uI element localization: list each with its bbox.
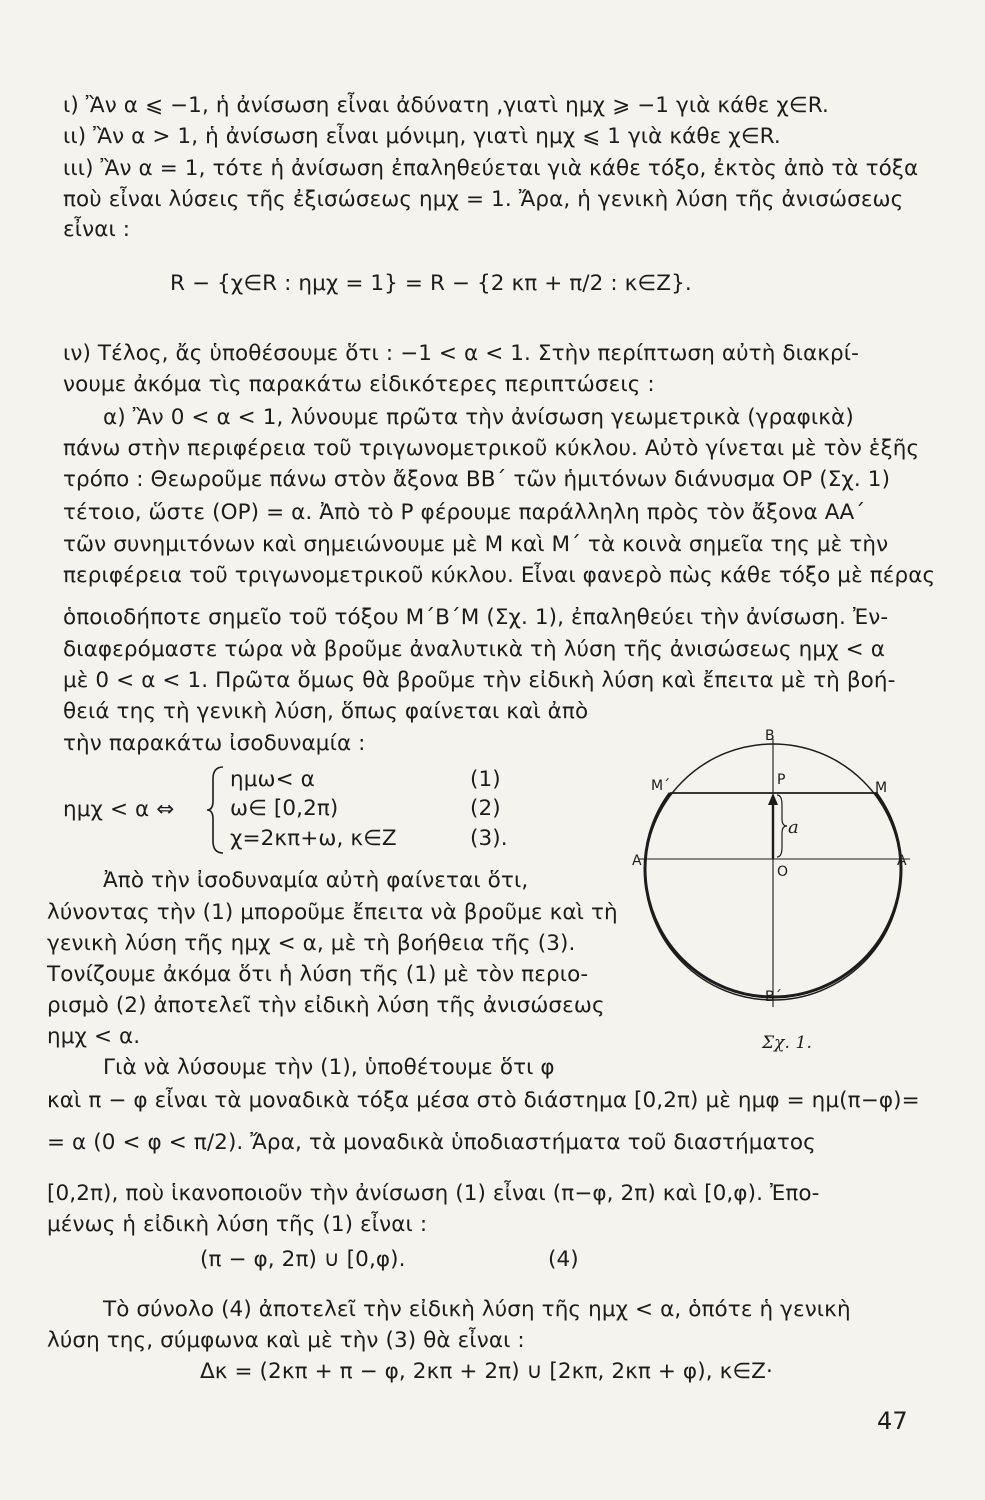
fig-label: B <box>765 728 775 744</box>
system-row-1-num <box>470 767 501 793</box>
eq-number: (2) <box>470 796 501 821</box>
line-text: καὶ π − φ εἶναι τὰ μοναδικὰ τόξα μέσα στὸ διάστημα [0,2π) μὲ ημφ = ημ(π−φ)= <box>47 1088 920 1113</box>
line-text: εἶναι : <box>63 217 131 242</box>
fig-label: A <box>897 853 907 869</box>
text-line <box>103 1297 851 1323</box>
page-number-text: 47 <box>877 1407 908 1435</box>
label-Bp <box>765 989 782 1005</box>
line-text: νουμε ἀκόμα τὶς παρακάτω εἰδικότερες περιπτώσεις : <box>63 372 655 397</box>
line-text: ποὺ εἶναι λύσεις τῆς ἐξισώσεως ημχ = 1. Ἄρα, ἡ γενικὴ λύση τῆς ἀνισώσεως <box>63 187 904 212</box>
line-text: θειά της τὴ γενικὴ λύση, ὅπως φαίνεται καὶ ἀπὸ <box>63 699 589 724</box>
text-line <box>63 563 935 589</box>
text-line <box>63 467 890 493</box>
line-text: τῶν συνημιτόνων καὶ σημειώνουμε μὲ Μ καὶ Μ΄ τὰ κοινὰ σημεῖα της μὲ τὴν <box>63 532 889 557</box>
eq-number: (4) <box>548 1247 579 1272</box>
text-line <box>47 993 605 1019</box>
line-text: περιφέρεια τοῦ τριγωνομετρικοῦ κύκλου. Εἶναι φανερὸ πὼς κάθε τόξο μὲ πέρας <box>63 563 936 588</box>
label-P <box>777 772 786 788</box>
label-M <box>875 780 887 796</box>
small-brace-icon <box>777 795 787 857</box>
fig-label: O <box>777 864 789 880</box>
line-text: ιν) Τέλος, ἄς ὑποθέσουμε ὅτι : −1 < α < 1. Στὴν περίπτωση αὐτὴ διακρί- <box>63 341 860 366</box>
text-line <box>47 931 575 957</box>
system-row-2 <box>230 796 338 822</box>
label-B <box>765 728 775 744</box>
system-row-3 <box>230 826 397 852</box>
system-eq: ημω< α <box>230 767 315 792</box>
text-line <box>47 1181 820 1207</box>
fig-label: M <box>875 780 888 796</box>
fig-label: a <box>788 817 799 838</box>
brace-icon <box>205 765 227 855</box>
eq-number: (1) <box>470 767 501 792</box>
text-line <box>63 699 588 725</box>
text-line <box>63 341 859 367</box>
line-text: ιι) Ἂν α > 1, ἡ ἀνίσωση εἶναι μόνιμη, γιατὶ ημχ ⩽ 1 γιὰ κάθε χ∈R. <box>63 124 781 149</box>
line-text: τρόπο : Θεωροῦμε πάνω στὸν ἄξονα ΒΒ΄ τῶν ἡμιτόνων διάνυσμα OP (Σχ. 1) <box>63 467 891 492</box>
caption-text: Σχ. 1. <box>762 1033 812 1053</box>
system-lhs-text: ημχ < α ⇔ <box>63 797 175 822</box>
text-line <box>63 124 781 150</box>
system-row-2-num <box>470 796 501 822</box>
system-eq: χ=2κπ+ω, κ∈Z <box>230 826 397 851</box>
label-Ap <box>632 853 649 869</box>
label-A <box>897 853 907 869</box>
text-line <box>63 187 903 213</box>
text-line <box>47 1328 525 1354</box>
line-text: Γιὰ νὰ λύσουμε τὴν (1), ὑποθέτουμε ὅτι φ <box>103 1055 555 1080</box>
line-text: α) Ἂν 0 < α < 1, λύνουμε πρῶτα τὴν ἀνίσωση γεωμετρικὰ (γραφικὰ) <box>103 405 854 430</box>
fig-label: B΄ <box>765 989 782 1005</box>
equation-4-num <box>548 1247 579 1273</box>
text-line <box>103 1055 555 1081</box>
line-text: = α (0 < φ < π/2). Ἄρα, τὰ μοναδικὰ ὑποδιαστήματα τοῦ διαστήματος <box>47 1130 816 1155</box>
text-line <box>103 405 854 431</box>
line-text: Ἀπὸ τὴν ἰσοδυναμία αὐτὴ φαίνεται ὅτι, <box>103 868 529 893</box>
text-line <box>47 1088 920 1114</box>
line-text: διαφερόμαστε τώρα νὰ βροῦμε ἀναλυτικὰ τὴ λύση τῆς ἀνισώσεως ημχ < α <box>63 637 885 662</box>
equation-5 <box>200 1359 773 1385</box>
text-line <box>63 500 865 526</box>
line-text: ι) Ἂν α ⩽ −1, ἡ ἀνίσωση εἶναι ἀδύνατη ,γιατὶ ημχ ⩾ −1 γιὰ κάθε χ∈R. <box>63 93 829 118</box>
line-text: πάνω στὴν περιφέρεια τοῦ τριγωνομετρικοῦ κύκλου. Αὐτὸ γίνεται μὲ τὸν ἑξῆς <box>63 436 920 461</box>
text-line <box>63 436 919 462</box>
text-line <box>63 668 896 694</box>
label-Mp <box>651 778 670 794</box>
line-text: ιιι) Ἂν α = 1, τότε ἡ ἀνίσωση ἐπαληθεύεται γιὰ κάθε τόξο, ἐκτὸς ἀπὸ τὰ τόξα <box>63 156 919 181</box>
text-line <box>63 93 917 119</box>
line-text: ρισμὸ (2) ἀποτελεῖ τὴν εἰδικὴ λύση τῆς ἀνισώσεως <box>47 993 605 1018</box>
eq-number: (3). <box>470 826 508 851</box>
system-eq: ω∈ [0,2π) <box>230 796 339 821</box>
text-line <box>63 637 885 663</box>
page-number <box>877 1408 908 1434</box>
line-text: γενικὴ λύση τῆς ημχ < α, μὲ τὴ βοήθεια τῆς (3). <box>47 931 576 956</box>
line-text: τὴν παρακάτω ἰσοδυναμία : <box>63 731 366 756</box>
figure-caption <box>762 1030 812 1056</box>
system-lhs <box>63 797 174 823</box>
line-text: λύνοντας τὴν (1) μποροῦμε ἔπειτα νὰ βροῦμε καὶ τὴ <box>47 900 618 925</box>
label-O <box>777 864 788 880</box>
text-line <box>63 532 888 558</box>
fig-label: M΄ <box>651 778 671 794</box>
line-text: μένως ἡ εἰδικὴ λύση τῆς (1) εἶναι : <box>47 1212 428 1237</box>
label-a <box>788 818 799 838</box>
arrow-icon <box>768 793 778 805</box>
fig-label: A΄ <box>632 853 649 869</box>
text-line <box>47 1212 427 1238</box>
fig-label: P <box>777 772 786 788</box>
line-text: λύση της, σύμφωνα καὶ μὲ τὴν (3) θὰ εἶναι : <box>47 1328 525 1353</box>
line-text: Τονίζουμε ἀκόμα ὅτι ἡ λύση τῆς (1) μὲ τὸν περιο- <box>47 962 589 987</box>
line-text: ὁποιοδήποτε σημεῖο τοῦ τόξου Μ΄Β΄Μ (Σχ. 1), ἐπαληθεύει τὴν ἀνίσωση. Ἐν- <box>63 605 889 630</box>
text-line <box>47 900 618 926</box>
text-line <box>47 1130 816 1156</box>
line-text: ημχ < α. <box>47 1024 141 1049</box>
line-text: τέτοιο, ὥστε (OP) = α. Ἀπὸ τὸ Ρ φέρουμε παράλληλη πρὸς τὸν ἄξονα ΑΑ΄ <box>63 500 866 525</box>
text-line <box>47 1024 140 1050</box>
text-line <box>63 156 918 182</box>
text-line <box>63 217 130 243</box>
equation-text: Δκ = (2κπ + π − φ, 2κπ + 2π) ∪ [2κπ, 2κπ + φ), κ∈Z· <box>200 1359 773 1384</box>
text-line <box>47 962 588 988</box>
text-line <box>103 868 528 894</box>
system-row-1 <box>230 767 315 793</box>
trig-circle-figure <box>620 725 920 1060</box>
equation-text: R − {χ∈R : ημχ = 1} = R − {2 κπ + π/2 : κ∈Z}. <box>170 271 692 296</box>
equation-text: (π − φ, 2π) ∪ [0,φ). <box>200 1247 406 1272</box>
equation-general-solution <box>170 271 692 297</box>
text-line <box>63 731 366 757</box>
equation-4 <box>200 1247 406 1273</box>
line-text: μὲ 0 < α < 1. Πρῶτα ὅμως θὰ βροῦμε τὴν εἰδικὴ λύση καὶ ἔπειτα μὲ τὴ βοή- <box>63 668 896 693</box>
line-text: Τὸ σύνολο (4) ἀποτελεῖ τὴν εἰδικὴ λύση τῆς ημχ < α, ὁπότε ἡ γενικὴ <box>103 1297 851 1322</box>
system-row-3-num <box>470 826 508 852</box>
line-text: [0,2π), ποὺ ἱκανοποιοῦν τὴν ἀνίσωση (1) εἶναι (π−φ, 2π) καὶ [0,φ). Ἐπο- <box>47 1181 820 1206</box>
text-line <box>63 605 888 631</box>
text-line <box>63 372 655 398</box>
